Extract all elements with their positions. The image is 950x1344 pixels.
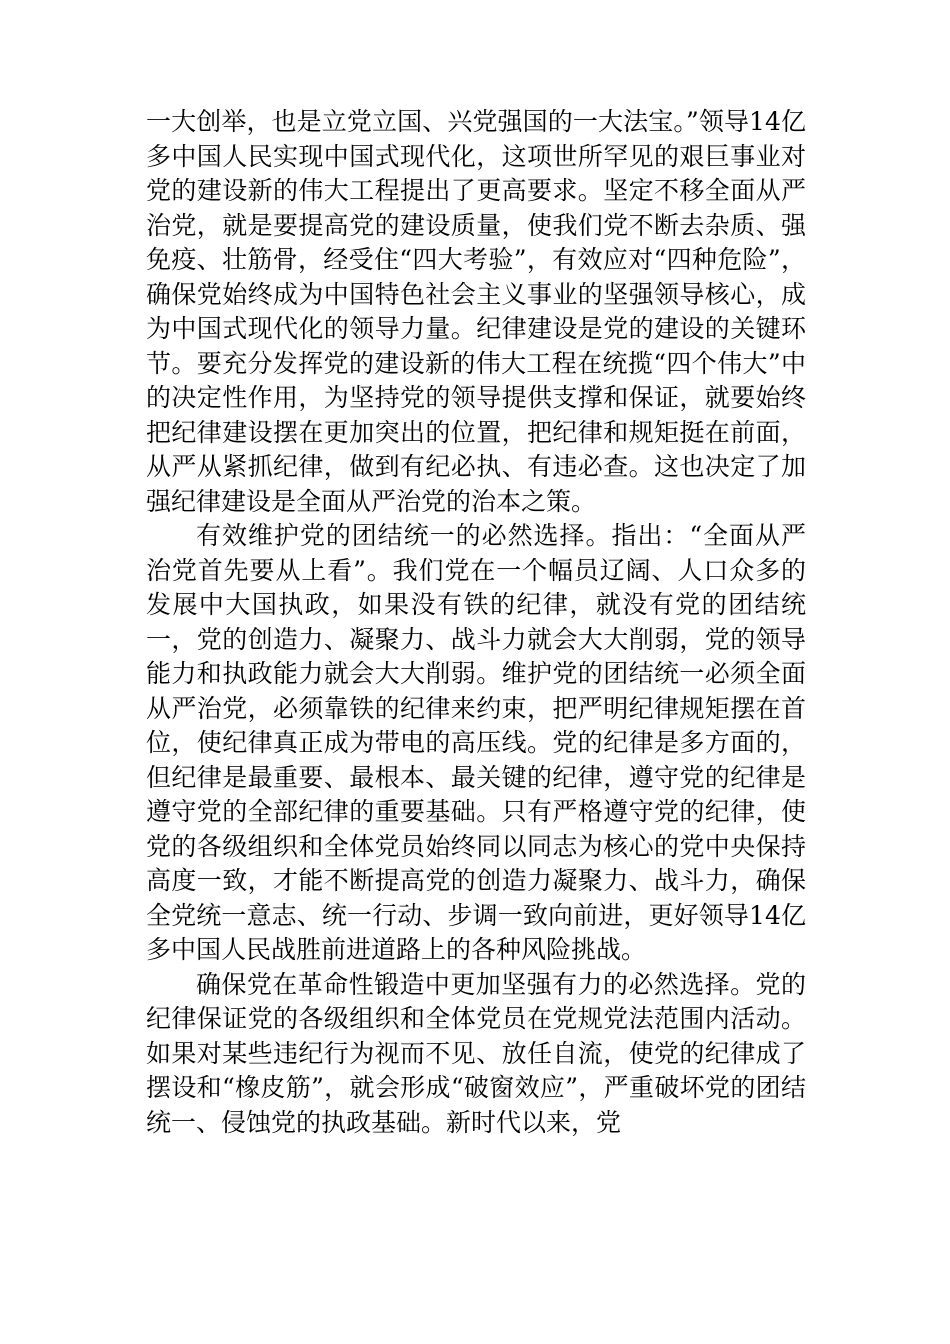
paragraph-3: 确保党在革命性锻造中更加坚强有力的必然选择。党的纪律保证党的各级组织和全体党员在党规党法范围内活动。如果对某些违纪行为视而不见、放任自流，使党的纪律成了摆设和“橡皮筋”，就会形成“破窗效应”，严重破坏党的团结统一、侵蚀党的执政基础。新时代以来，党	[146, 969, 806, 1137]
paragraph-1: 一大创举，也是立党立国、兴党强国的一大法宝。”领导14亿多中国人民实现中国式现代化，这项世所罕见的艰巨事业对党的建设新的伟大工程提出了更高要求。坚定不移全面从严治党，就是要提高党的建设质量，使我们党不断去杂质、强免疫、壮筋骨，经受住“四大考验”，有效应对“四种危险”，确保党始终成为中国特色社会主义事业的坚强领导核心，成为中国式现代化的领导力量。纪律建设是党的建设的关键环节。要充分发挥党的建设新的伟大工程在统揽“四个伟大”中的决定性作用，为坚持党的领导提供支撑和保证，就要始终把纪律建设摆在更加突出的位置，把纪律和规矩挺在前面，从严从紧抓纪律，做到有纪必执、有违必查。这也决定了加强纪律建设是全面从严治党的治本之策。	[146, 107, 806, 516]
paragraph-2: 有效维护党的团结统一的必然选择。指出：“全面从严治党首先要从上看”。我们党在一个幅员辽阔、人口众多的发展中大国执政，如果没有铁的纪律，就没有党的团结统一，党的创造力、凝聚力、战斗力就会大大削弱，党的领导能力和执政能力就会大大削弱。维护党的团结统一必须全面从严治党，必须靠铁的纪律来约束，把严明纪律规矩摆在首位，使纪律真正成为带电的高压线。党的纪律是多方面的，但纪律是最重要、最根本、最关键的纪律，遵守党的纪律是遵守党的全部纪律的重要基础。只有严格遵守党的纪律，使党的各级组织和全体党员始终同以同志为核心的党中央保持高度一致，才能不断提高党的创造力凝聚力、战斗力，确保全党统一意志、统一行动、步调一致向前进，更好领导14亿多中国人民战胜前进道路上的各种风险挑战。	[146, 521, 806, 964]
body-text	[146, 105, 806, 1140]
